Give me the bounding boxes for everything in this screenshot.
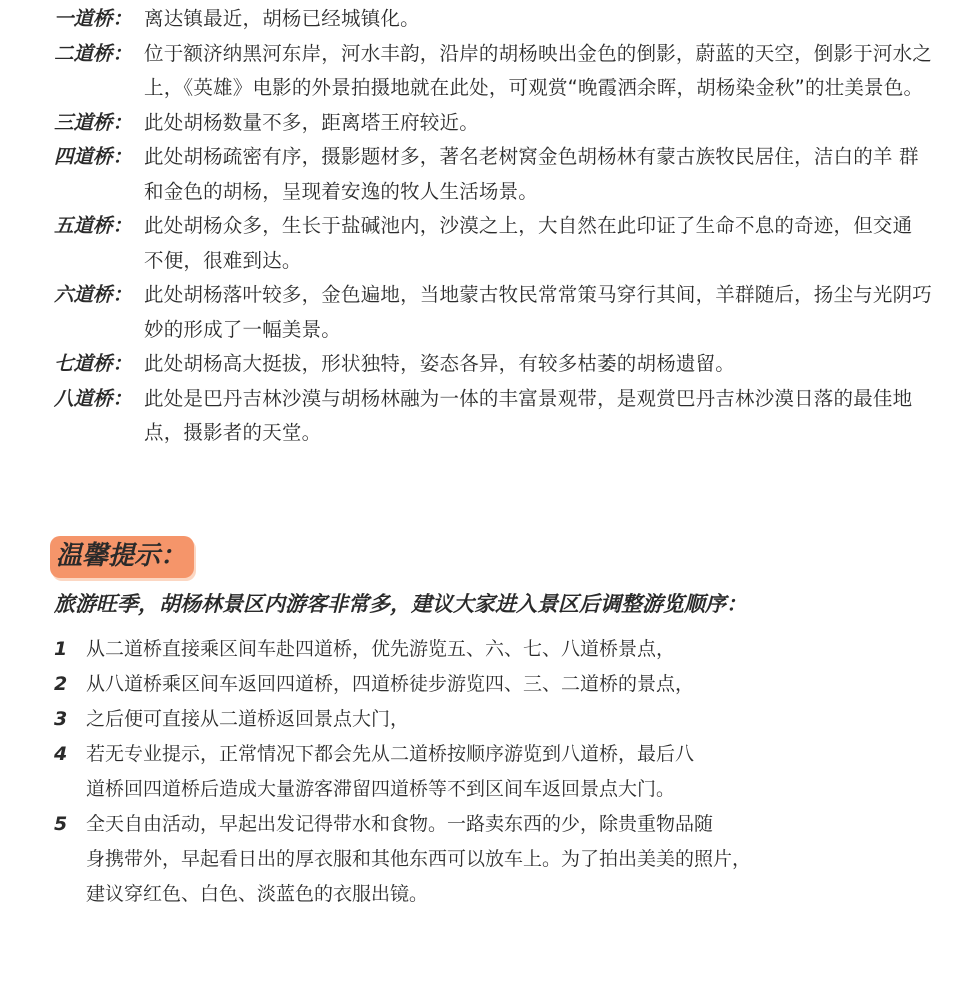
tip-item	[54, 667, 914, 702]
bridge-label: 四道桥：	[54, 145, 133, 168]
tip-number: 5	[54, 813, 68, 835]
tips-heading: 温馨提示：	[50, 536, 194, 578]
tip-number: 3	[54, 708, 68, 730]
bridge-description: 此处胡杨数量不多，距离塔王府较近。	[144, 110, 479, 134]
tip-number: 2	[54, 673, 68, 695]
bridge-label: 七道桥：	[54, 352, 133, 375]
bridge-description: 位于额济纳黑河东岸，河水丰韵，沿岸的胡杨映出金色的倒影，蔚蓝的天空，倒影于河水之上，《英雄》电影的外景拍摄地就在此处，可观赏“晚霞洒余晖，胡杨染金秋”的壮美景色。	[144, 41, 933, 99]
bridge-description: 此处胡杨高大挺拔，形状独特，姿态各异，有较多枯萎的胡杨遗留。	[144, 352, 736, 375]
bridge-label: 二道桥：	[54, 41, 133, 65]
bridge-entry	[54, 37, 934, 106]
bridge-description: 离达镇最近，胡杨已经城镇化。	[144, 7, 420, 30]
tip-number: 1	[54, 638, 68, 660]
tip-text: 从二道桥直接乘区间车赴四道桥，优先游览五、六、七、八道桥景点，	[86, 638, 676, 660]
tip-number: 4	[54, 743, 68, 765]
tips-intro: 旅游旺季，胡杨林景区内游客非常多，建议大家进入景区后调整游览顺序：	[54, 592, 747, 616]
bridge-entry	[54, 2, 934, 37]
tip-text: 从八道桥乘区间车返回四道桥，四道桥徒步游览四、三、二道桥的景点，	[86, 673, 695, 695]
bridge-label: 六道桥：	[54, 283, 133, 306]
bridge-description: 此处胡杨众多，生长于盐碱池内，沙漠之上，大自然在此印证了生命不息的奇迹，但交通 不便，很难到达。	[144, 214, 913, 272]
bridge-entry	[54, 382, 934, 451]
bridge-description: 此处是巴丹吉林沙漠与胡杨林融为一体的丰富景观带，是观赏巴丹吉林沙漠日落的最佳地点，摄影者的天堂。	[144, 386, 913, 444]
tip-item	[54, 807, 914, 912]
bridge-label: 五道桥：	[54, 214, 133, 237]
bridge-label: 一道桥：	[54, 7, 133, 30]
bridge-list	[54, 2, 934, 451]
bridge-label: 八道桥：	[54, 386, 133, 410]
tip-item	[54, 632, 914, 667]
bridge-description: 此处胡杨落叶较多，金色遍地，当地蒙古牧民常常策马穿行其间，羊群随后，扬尘与光阴巧妙的形成了一幅美景。	[144, 283, 933, 341]
tip-item	[54, 702, 914, 737]
bridge-description: 此处胡杨疏密有序，摄影题材多，著名老树窝金色胡杨林有蒙古族牧民居住，洁白的羊 群和金色的胡杨，呈现着安逸的牧人生活场景。	[144, 145, 919, 203]
tip-text: 全天自由活动，早起出发记得带水和食物。一路卖东西的少，除贵重物品随 身携带外，早起看日出的厚衣服和其他东西可以放车上。为了拍出美美的照片， 建议穿红色、白色、淡蓝色的衣服出镜。	[86, 813, 752, 905]
bridge-entry	[54, 278, 934, 347]
tip-text: 若无专业提示，正常情况下都会先从二道桥按顺序游览到八道桥，最后八 道桥回四道桥后造成大量游客滞留四道桥等不到区间车返回景点大门。	[86, 743, 695, 800]
tip-item	[54, 737, 914, 807]
bridge-entry	[54, 347, 934, 382]
tips-list	[54, 632, 914, 912]
tip-text: 之后便可直接从二道桥返回景点大门，	[86, 708, 410, 730]
bridge-entry	[54, 209, 934, 278]
bridge-label: 三道桥：	[54, 110, 133, 134]
bridge-entry	[54, 106, 934, 141]
bridge-entry	[54, 140, 934, 209]
